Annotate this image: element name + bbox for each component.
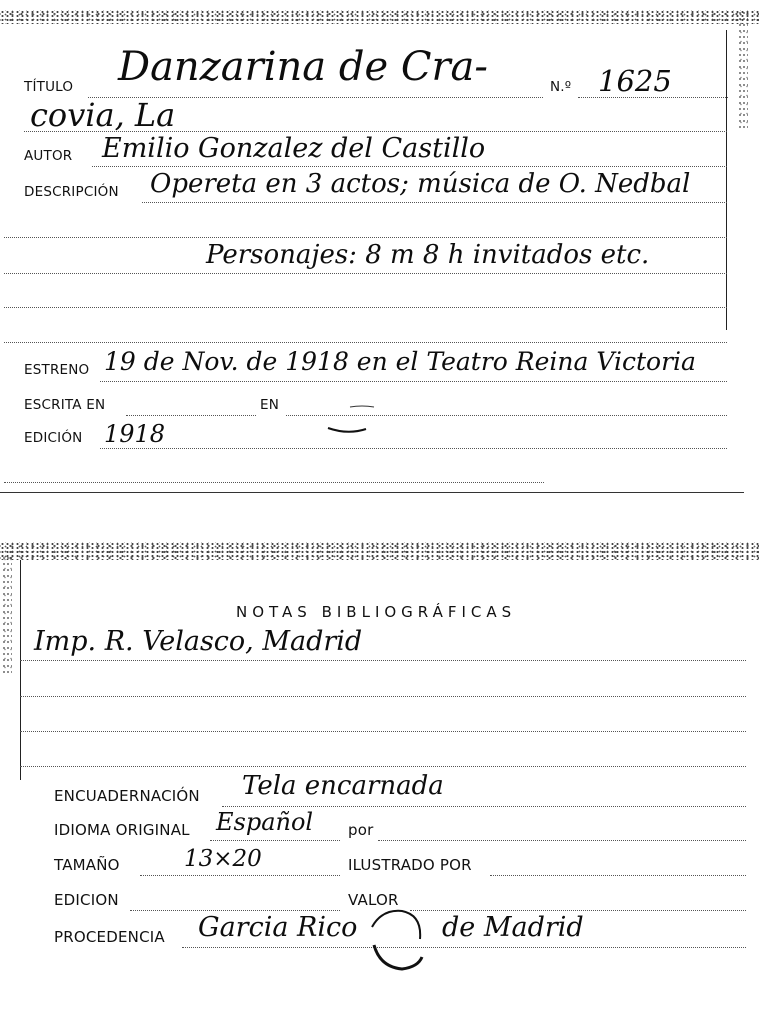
encuadernacion-line (222, 806, 746, 807)
escrita-en-line (126, 415, 256, 416)
tamano-line (140, 875, 340, 876)
notas-line-2 (20, 696, 746, 697)
personajes-line (4, 273, 727, 274)
titulo-value-line2: covia, La (30, 96, 176, 134)
descripcion-line-2 (4, 237, 727, 238)
idioma-line (210, 840, 340, 841)
top-card-edge (0, 10, 759, 24)
procedencia-value-b: de Madrid (442, 912, 584, 943)
numero-value: 1625 (598, 64, 672, 98)
notas-line-1 (20, 660, 746, 661)
numero-label: N.º (550, 79, 572, 95)
por-line (378, 840, 746, 841)
descripcion-line (142, 202, 727, 203)
encuadernacion-label: ENCUADERNACIÓN (54, 787, 200, 805)
autor-value: Emilio Gonzalez del Castillo (102, 133, 486, 164)
procedencia-label: PROCEDENCIA (54, 928, 165, 946)
valor-line (410, 910, 746, 911)
personajes-value: Personajes: 8 m 8 h invitados etc. (206, 240, 650, 270)
procedencia-line (182, 947, 746, 948)
ilustrado-line (490, 875, 746, 876)
edicion-line (100, 448, 727, 449)
por-label: por (348, 821, 374, 839)
idioma-value: Español (216, 808, 314, 836)
valor-label: VALOR (348, 891, 399, 909)
edicion-bottom-line (130, 910, 340, 911)
edicion-value: 1918 (104, 420, 166, 448)
top-right-edge (738, 10, 748, 130)
notas-line-4 (20, 766, 746, 767)
bottom-card-left-border (20, 560, 21, 780)
titulo-value-line1: Danzarina de Cra- (118, 44, 488, 90)
descripcion-value: Opereta en 3 actos; música de O. Nedbal (150, 169, 691, 199)
punch-hole (362, 905, 432, 975)
top-card-bottom-edge (0, 492, 744, 493)
ilustrado-label: ILUSTRADO POR (348, 856, 472, 874)
tamano-label: TAMAÑO (54, 856, 120, 874)
descripcion-label: DESCRIPCIÓN (24, 184, 119, 200)
edicion-label: EDICIÓN (24, 430, 83, 446)
estreno-value: 19 de Nov. de 1918 en el Teatro Reina Victoria (104, 347, 696, 376)
blank-line-3 (4, 482, 544, 483)
top-card-right-border (726, 30, 727, 330)
idioma-label: IDIOMA ORIGINAL (54, 821, 190, 839)
estreno-line (100, 381, 727, 382)
stray-pen-mark (318, 395, 398, 435)
procedencia-value-a: Garcia Rico (198, 912, 358, 943)
autor-label: AUTOR (24, 148, 73, 164)
autor-line (92, 166, 727, 167)
bottom-card-edge (0, 542, 759, 560)
blank-line-2 (4, 342, 727, 343)
bottom-left-edge (2, 555, 12, 675)
notas-value: Imp. R. Velasco, Madrid (34, 626, 363, 657)
escrita-en-label: ESCRITA EN (24, 397, 106, 413)
tamano-value: 13×20 (184, 846, 262, 872)
blank-line-1 (4, 307, 727, 308)
edicion-bottom-label: EDICION (54, 891, 119, 909)
en-label: EN (260, 397, 280, 413)
estreno-label: ESTRENO (24, 362, 90, 378)
titulo-label: TÍTULO (24, 79, 74, 95)
encuadernacion-value: Tela encarnada (242, 771, 444, 801)
notas-line-3 (20, 731, 746, 732)
notas-title: NOTAS BIBLIOGRÁFICAS (236, 603, 517, 621)
